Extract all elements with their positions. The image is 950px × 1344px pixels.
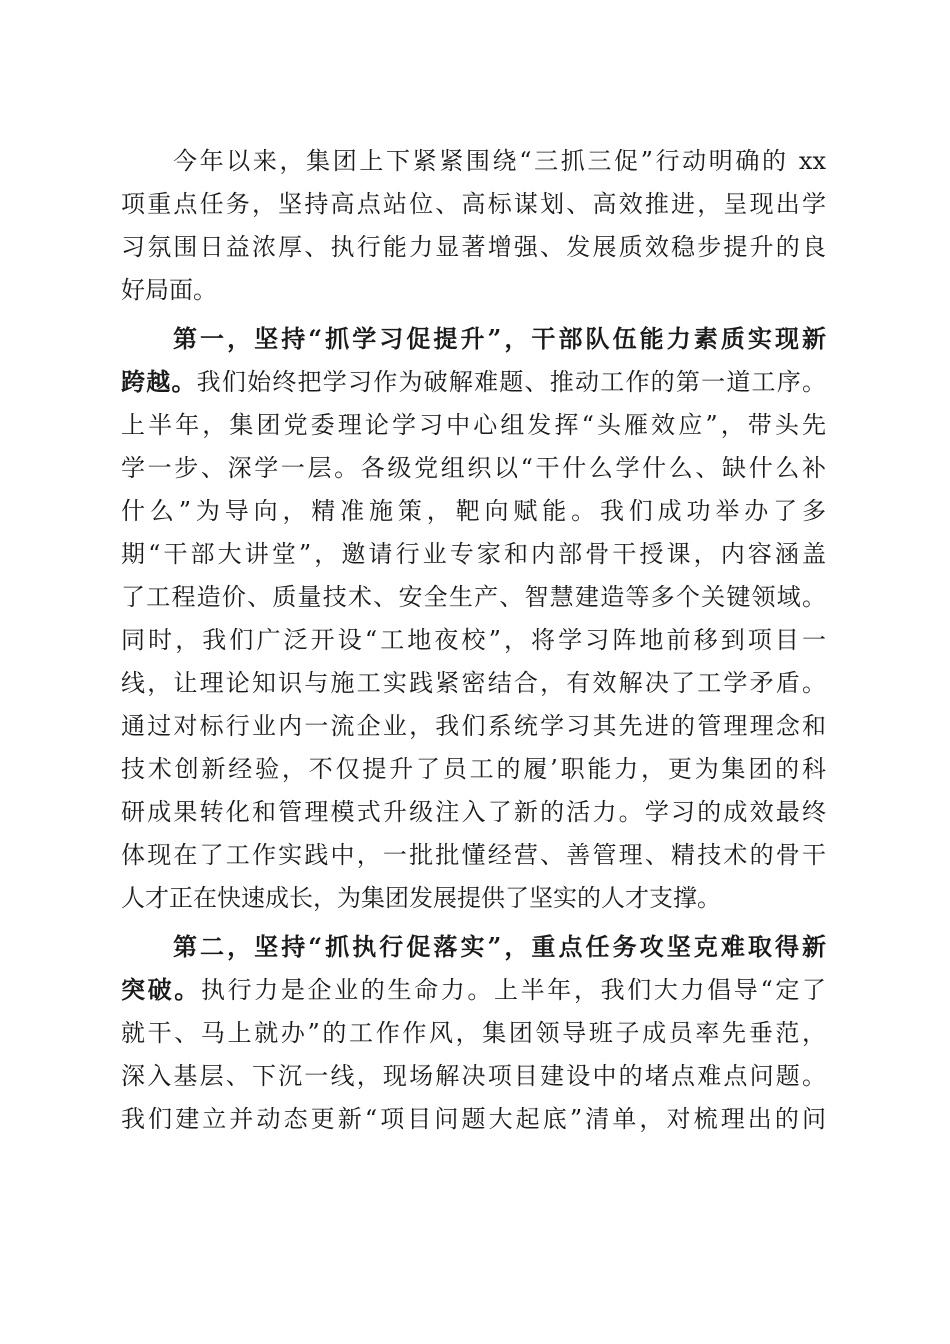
intro-line-4: 好局面。 <box>121 276 217 304</box>
section-one-line-9: 线，让理论知识与施工实践紧密结合，有效解决了工学矛盾。 <box>121 669 826 697</box>
section-one-line-11: 技术创新经验，不仅提升了员工的履’职能力，更为集团的科 <box>121 755 826 783</box>
section-one-line-6: 期“干部大讲堂”，邀请行业专家和内部骨干授课，内容涵盖 <box>121 540 826 568</box>
section-two-line-3: 就干、马上就办”的工作作风，集团领导班子成员率先垂范， <box>121 1019 826 1047</box>
intro-line-3: 习氛围日益浓厚、执行能力显著增强、发展质效稳步提升的良 <box>121 233 826 261</box>
section-one-line-12: 研成果转化和管理模式升级注入了新的活力。学习的成效最终 <box>121 798 826 826</box>
section-two-heading-line-1: 第二，坚持“抓执行促落实”，重点任务攻坚克难取得新 <box>173 932 826 961</box>
section-one-line-10: 通过对标行业内一流企业，我们系统学习其先进的管理理念和 <box>121 712 826 740</box>
section-one-heading-line-1: 第一，坚持“抓学习促提升”，干部队伍能力素质实现新 <box>173 324 826 353</box>
section-two-line-4: 深入基层、下沉一线，现场解决项目建设中的堵点难点问题。 <box>121 1062 826 1090</box>
section-two-body-start: 执行力是企业的生命力。上半年，我们大力倡导“定了 <box>200 976 826 1004</box>
section-one-line-4: 学一步、深学一层。各级党组织以“干什么学什么、缺什么补 <box>121 454 826 482</box>
section-one-line-3: 上半年，集团党委理论学习中心组发挥“头雁效应”，带头先 <box>121 411 826 439</box>
section-one-heading-line-2 <box>121 362 826 402</box>
section-one-line-5: 什么”为导向，精准施策，靶向赋能。我们成功举办了多 <box>121 497 826 525</box>
section-one-line-14: 人才正在快速成长，为集团发展提供了坚实的人才支撑。 <box>121 884 721 912</box>
section-two-line-5: 我们建立并动态更新“项目问题大起底”清单，对梳理出的问 <box>121 1105 826 1133</box>
section-one-body-start: 我们始终把学习作为破解难题、推动工作的第一道工序。 <box>196 368 827 396</box>
section-two-heading-line-2 <box>121 970 826 1010</box>
section-one-line-8: 同时，我们广泛开设“工地夜校”，将学习阵地前移到项目一 <box>121 626 826 654</box>
intro-line-1: 今年以来，集团上下紧紧围绕“三抓三促”行动明确的 xx <box>173 147 826 175</box>
section-one-line-7: 了工程造价、质量技术、安全生产、智慧建造等多个关键领域。 <box>121 583 826 611</box>
section-two-heading-tail: 突破。 <box>121 975 201 1004</box>
intro-line-2: 项重点任务，坚持高点站位、高标谋划、高效推进，呈现出学 <box>121 190 826 218</box>
section-one-heading-tail: 跨越。 <box>121 367 197 396</box>
section-one-line-13: 体现在了工作实践中，一批批懂经营、善管理、精技术的骨干 <box>121 841 826 869</box>
